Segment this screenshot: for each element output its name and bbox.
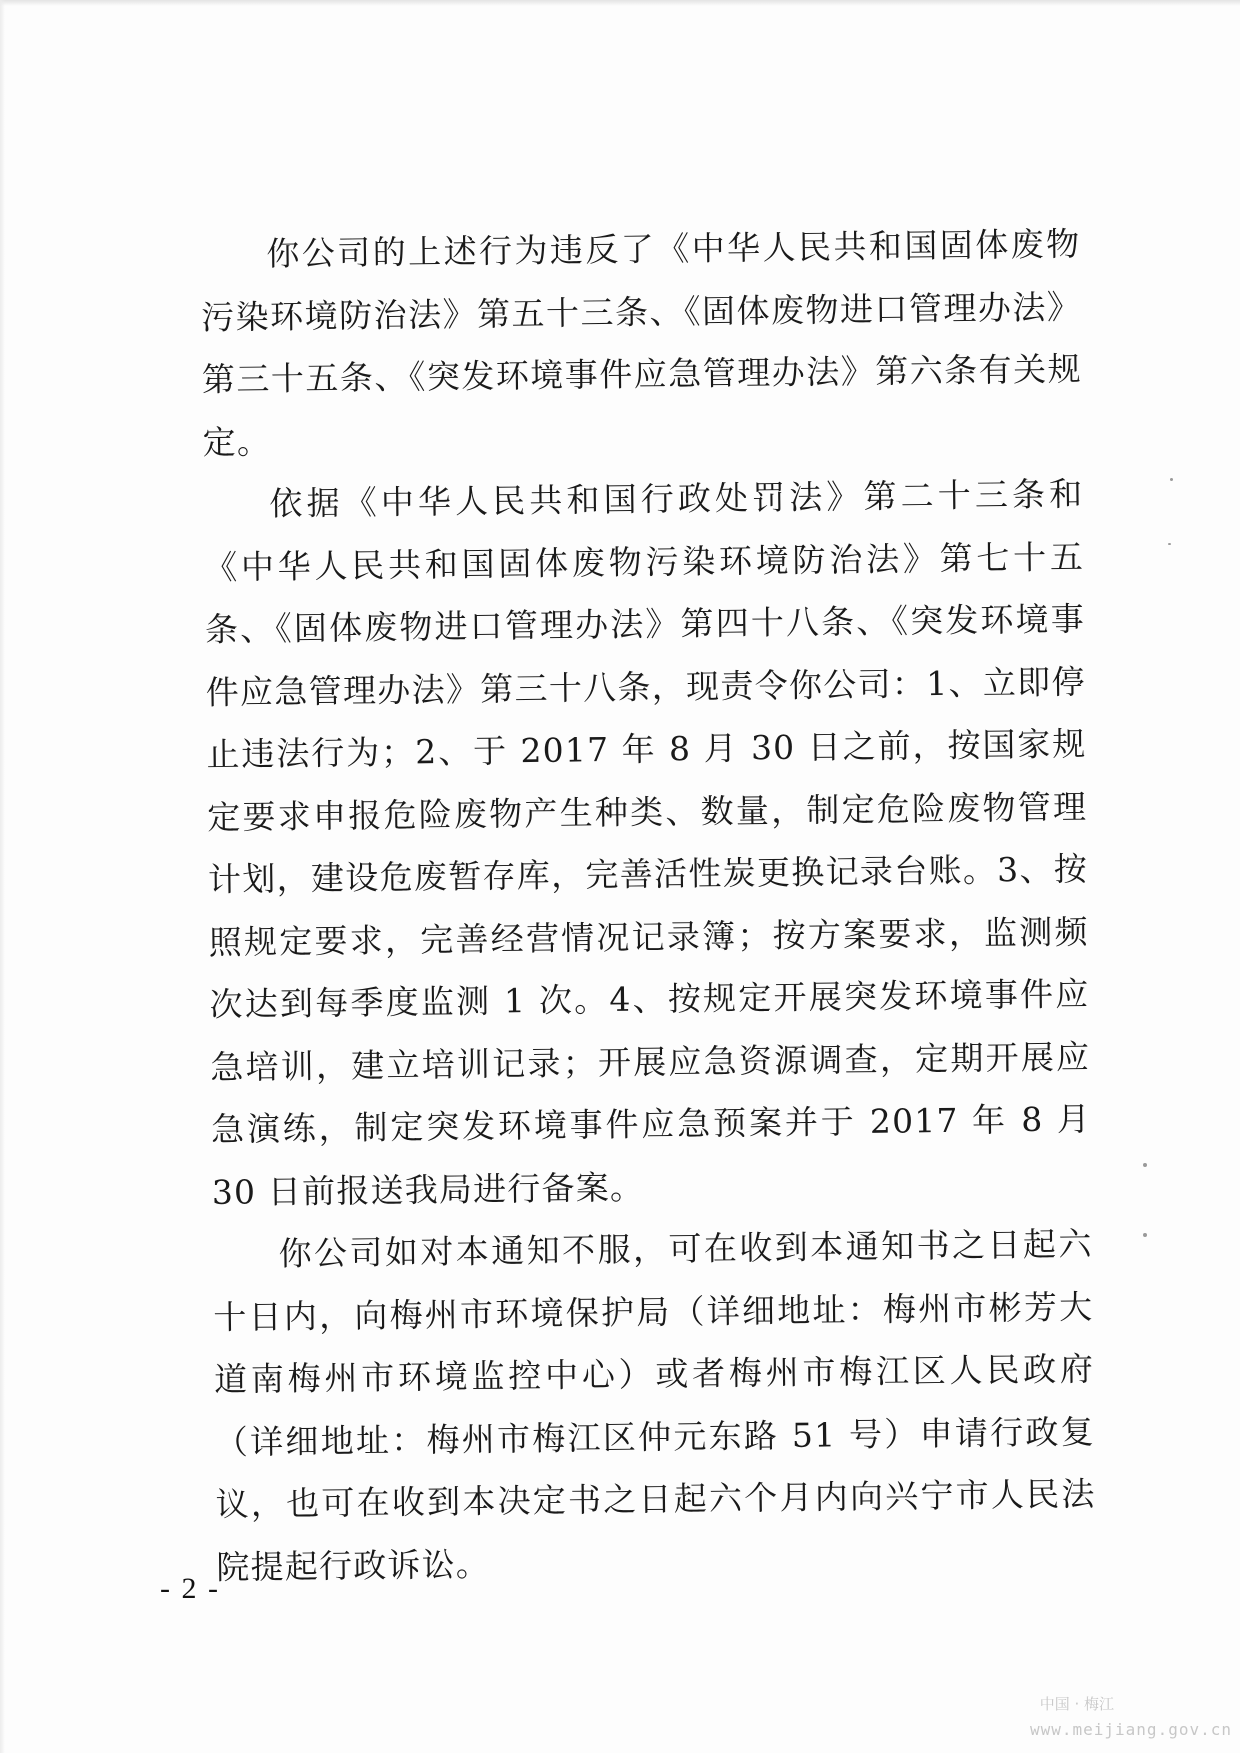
scan-speck [1143,1163,1147,1167]
watermark-site-name: 中国 · 梅江 [1039,1695,1114,1713]
scan-edge-top [0,0,1240,6]
scan-speck [1170,478,1173,481]
scan-edge-left [0,0,5,1753]
document-body [200,213,1097,1599]
paragraph-violation: 你公司的上述行为违反了《中华人民共和国固体废物污染环境防治法》第五十三条、《固体废物进口管理办法》第三十五条、《突发环境事件应急管理办法》第六条有关规定。 [200,224,1083,462]
paragraph-appeal: 你公司如对本通知不服，可在收到本通知书之日起六十日内，向梅州市环境保护局（详细地址：梅州市彬芳大道南梅州市环境监控中心）或者梅州市梅江区人民政府（详细地址：梅州市梅江区仲元东路 51 号）申请行政复议，也可在收到本决定书之日起六个月内向兴宁市人民法院提起行政诉讼。 [213,1224,1096,1587]
site-watermark [1030,1691,1232,1743]
scan-speck [1168,543,1171,545]
paragraph-order: 依据《中华人民共和国行政处罚法》第二十三条和《中华人民共和国固体废物污染环境防治法》第七十五条、《固体废物进口管理办法》第四十八条、《突发环境事件应急管理办法》第三十八条，现责令你公司：1、立即停止违法行为；2、于 2017 年 8 月 30 日之前，按国家规定要求申报危险废物产生种类、数量，制定危险废物管理计划，建设危废暂存库，完善活性炭更换记录台账。3、按照规定要求，完善经营情况记录簿；按方案要求，监测频次达到每季度监测 1 次。4、按规定开展突发环境事件应急培训，建立培训记录；开展应急资源调查，定期开展应急演练，制定突发环境事件应急预案并于 2017 年 8 月 30 日前报送我局进行备案。 [203,474,1092,1212]
scan-speck [1143,1233,1147,1237]
page-number: - 2 - [160,1572,220,1605]
watermark-url: www.meijiang.gov.cn [1029,1720,1232,1739]
